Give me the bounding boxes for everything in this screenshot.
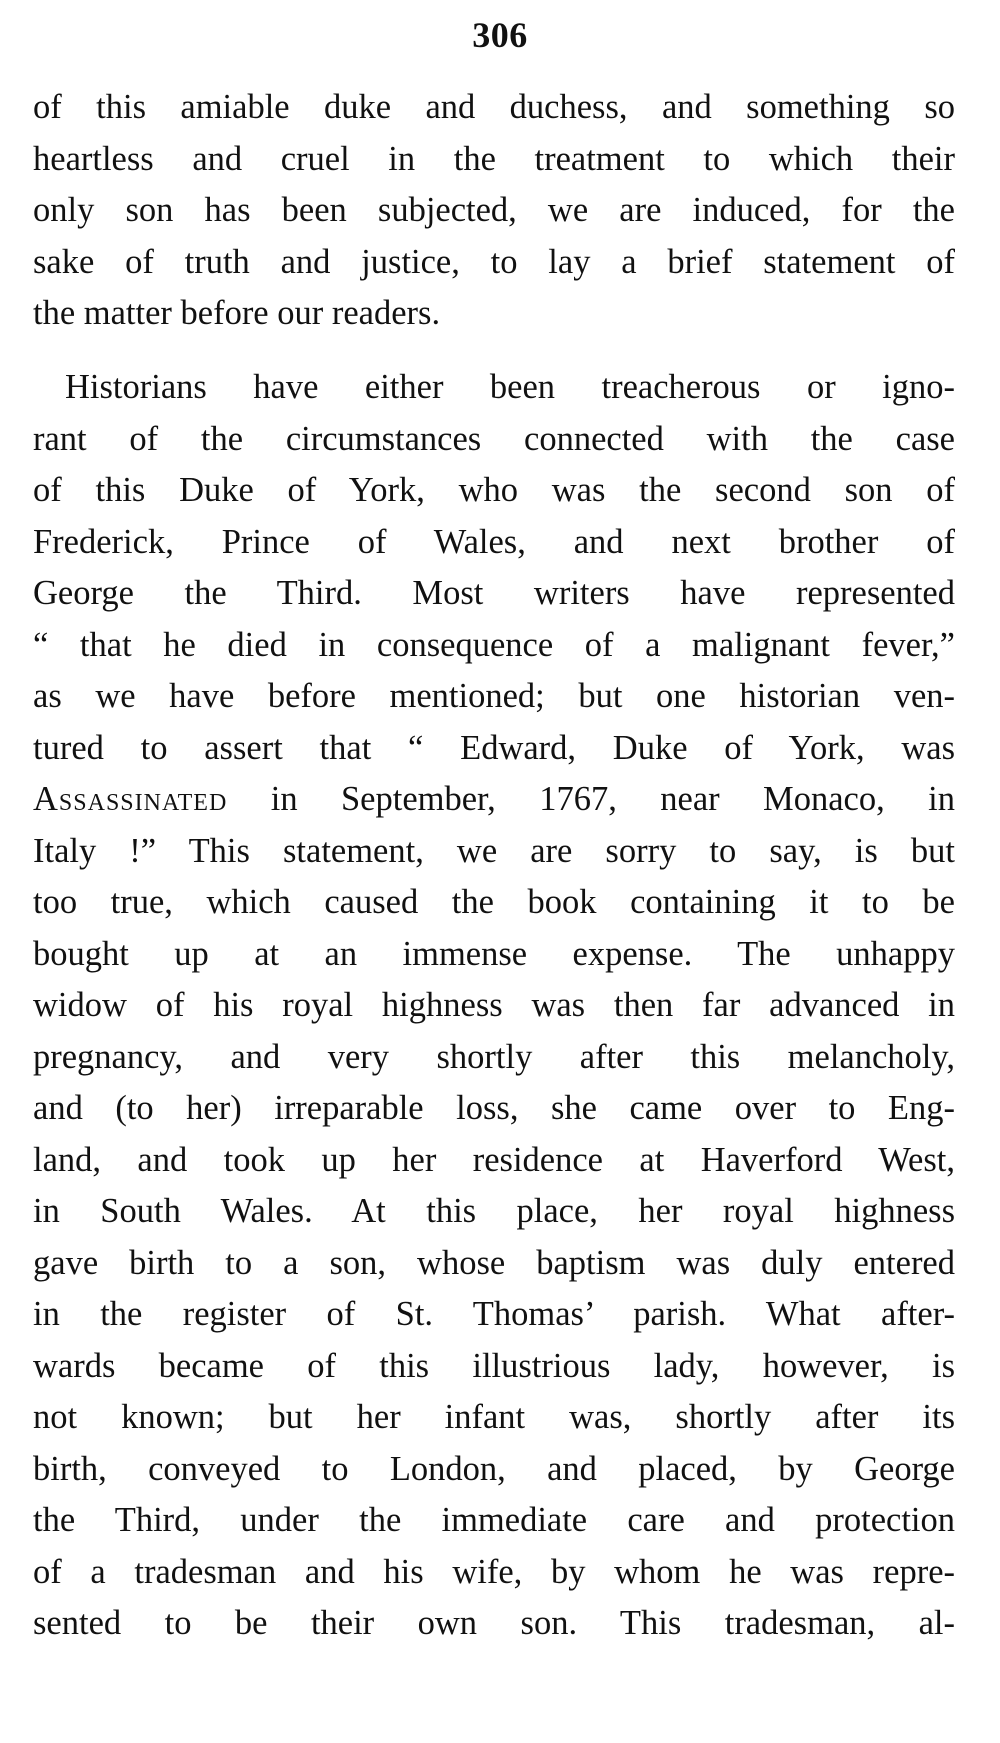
text-line-rest: in September, 1767, near Monaco, in [270, 780, 955, 818]
text-line: gave birth to a son, whose baptism was duly entered [33, 1243, 955, 1282]
text-line: bought up at an immense expense. The unhappy [33, 934, 955, 973]
emphasis-word: Assassinated [33, 780, 228, 818]
paragraph-2 [33, 362, 955, 1650]
text-line: Frederick, Prince of Wales, and next brother of [33, 522, 955, 561]
text-line: Historians have either been treacherous or igno- [65, 368, 955, 406]
text-line: wards became of this illustrious lady, however, is [33, 1346, 955, 1385]
text-line: land, and took up her residence at Haverford West, [33, 1140, 955, 1179]
text-line-with-emphasis [33, 774, 955, 826]
paragraph-1 [33, 82, 955, 340]
text-line: only son has been subjected, we are induced, for the [33, 191, 955, 229]
text-line: pregnancy, and very shortly after this melancholy, [33, 1037, 955, 1076]
page-number: 306 [472, 15, 528, 55]
text-line: sented to be their own son. This tradesman, al- [33, 1604, 955, 1642]
text-line: too true, which caused the book containing it to be [33, 883, 955, 921]
text-line: sake of truth and justice, to lay a brief statement of [33, 242, 955, 281]
text-line: and (to her) irreparable loss, she came over to Eng- [33, 1089, 955, 1127]
text-line: “ that he died in consequence of a malignant fever,” [33, 625, 955, 664]
text-line: the Third, under the immediate care and protection [33, 1501, 955, 1539]
text-line: of a tradesman and his wife, by whom he was repre- [33, 1552, 955, 1591]
text-line: of this amiable duke and duchess, and something so [33, 88, 955, 126]
text-line: widow of his royal highness was then far advanced in [33, 986, 955, 1024]
text-line: George the Third. Most writers have represented [33, 574, 955, 612]
text-line: of this Duke of York, who was the second son of [33, 471, 955, 509]
text-line: rant of the circumstances connected with the case [33, 419, 955, 458]
text-line: as we have before mentioned; but one historian ven- [33, 677, 955, 715]
text-line: tured to assert that “ Edward, Duke of York, was [33, 728, 955, 767]
text-line: in the register of St. Thomas’ parish. What after- [33, 1295, 955, 1333]
text-line: in South Wales. At this place, her royal highness [33, 1192, 955, 1230]
text-line: birth, conveyed to London, and placed, by George [33, 1449, 955, 1488]
text-line: not known; but her infant was, shortly after its [33, 1398, 955, 1436]
text-line: heartless and cruel in the treatment to which their [33, 139, 955, 178]
text-line: Italy !” This statement, we are sorry to say, is but [33, 831, 955, 870]
text-line: the matter before our readers. [33, 294, 441, 332]
